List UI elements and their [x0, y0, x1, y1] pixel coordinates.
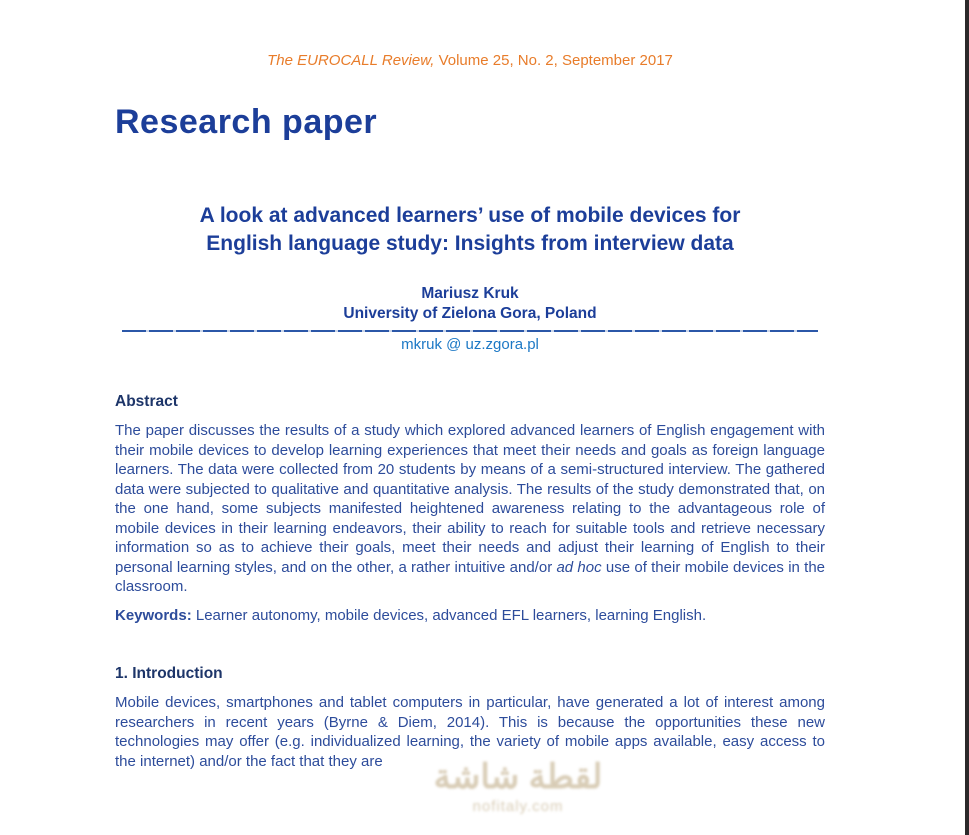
abstract-text-post: use of their mobile devices in the classroom.: [115, 558, 825, 595]
keywords-paragraph: [115, 606, 825, 626]
watermark-arabic-text: لقطة شاشة: [433, 758, 603, 796]
keywords-text: Learner autonomy, mobile devices, advanced EFL learners, learning English.: [191, 606, 707, 624]
article-type-heading: Research paper: [115, 103, 378, 141]
journal-name: The EUROCALL Review,: [267, 52, 435, 69]
paper-title: [115, 202, 825, 258]
author-email-link[interactable]: mkruk @ uz.zgora.pl: [401, 336, 539, 353]
keywords-label: Keywords:: [115, 606, 192, 624]
paper-title-line-2: English language study: Insights from interview data: [206, 232, 734, 255]
paper-title-line-1: A look at advanced learners’ use of mobile devices for: [199, 204, 741, 227]
scrollbar-track[interactable]: [965, 0, 969, 835]
author-affiliation: University of Zielona Gora, Poland: [343, 304, 597, 322]
journal-issue: Volume 25, No. 2, September 2017: [434, 52, 673, 69]
journal-header: [115, 52, 825, 69]
author-name: Mariusz Kruk: [421, 285, 519, 302]
separator-rule: [122, 330, 818, 332]
abstract-text-pre: The paper discusses the results of a study which explored advanced learners of English engagement with their mobile devices to develop learning experiences that meet their needs and goals as foreign language learners. The data were collected from 20 students by means of a semi-structured interview. The gathered data were subjected to qualitative and quantitative analysis. The results of the study demonstrated that, on the one hand, some subjects manifested heightened awareness relating to the advantageous role of mobile devices in their learning endeavors, their ability to reach for suitable tools and retrieve necessary information so as to achieve their goals, meet their needs and adjust their learning of English to their personal learning styles, and on the other, a rather intuitive and/or: [115, 422, 825, 576]
author-block: [115, 284, 825, 323]
paper-content: [115, 0, 825, 771]
introduction-paragraph: Mobile devices, smartphones and tablet computers in particular, have generated a lot of interest among researchers in recent years (Byrne & Diem, 2014). This is because the opportunities these new technologies may offer (e.g. individualized learning, the variety of mobile apps available, easy access to the internet) and/or the fact that they are: [115, 694, 825, 770]
introduction-heading: 1. Introduction: [115, 665, 223, 682]
watermark-latin-text: nofitaly.com: [472, 798, 564, 815]
abstract-paragraph: [115, 421, 825, 597]
abstract-heading: Abstract: [115, 393, 178, 410]
abstract-text-italic: ad hoc: [556, 558, 602, 576]
